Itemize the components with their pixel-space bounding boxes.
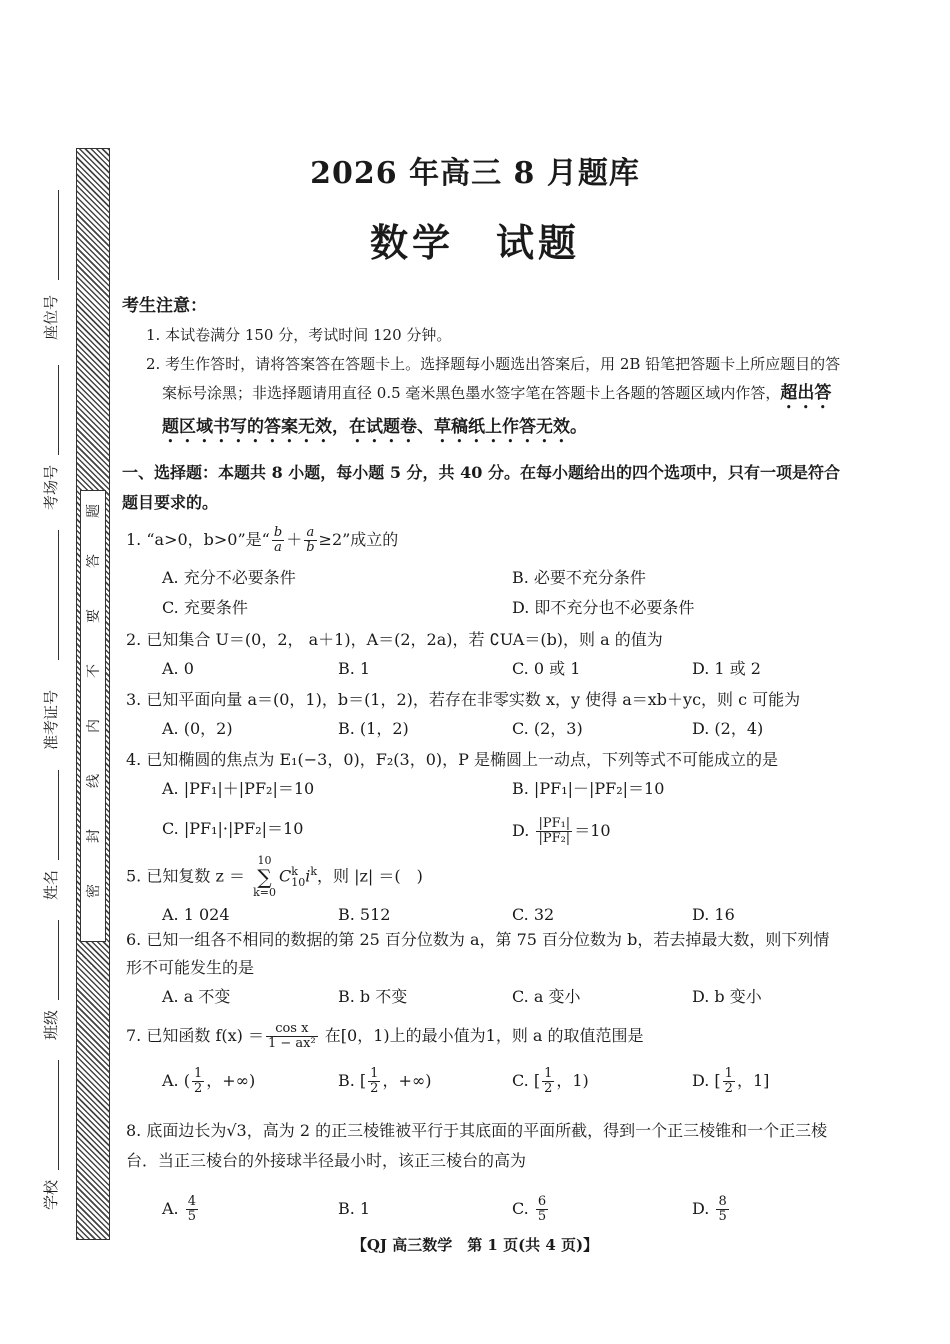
fraction-denominator: |PF₂| [538, 831, 571, 846]
option-c-suffix: ，1) [556, 1071, 589, 1090]
fraction-numerator: 1 [724, 1066, 733, 1081]
exam-room-label: 考场号 [42, 464, 60, 510]
seal-char: 题 [86, 504, 102, 518]
option-c: C. |PF₁|·|PF₂|＝10 [162, 819, 304, 838]
question-stem-end: ≥2”成立的 [318, 530, 399, 549]
seal-char: 不 [86, 664, 102, 678]
option-d [512, 814, 611, 848]
question-stem: 6. 已知一组各不相同的数据的第 25 百分位数为 a，第 75 百分位数为 b，若去掉最大数，则下列情形不可能发生的是 [126, 930, 830, 977]
class-label: 班级 [42, 1009, 60, 1040]
option-a: A. (0，2) [162, 719, 233, 738]
question-5 [126, 848, 838, 930]
question-stem-start: 1. “a>0，b>0”是“ [126, 530, 270, 549]
option-b: B. b 不变 [338, 987, 408, 1006]
option-b: B. 1 [338, 1199, 371, 1218]
admission-number-label: 准考证号 [42, 689, 60, 750]
option-a: A. $\frac{4}{5}$ [162, 1194, 197, 1224]
question-stem: 1. “a>0，b>0”是“ $\frac{b}{a}$ ＋ $\frac{a}{b}$ ≥2”成立的 [126, 525, 399, 555]
power: k [310, 865, 317, 878]
name-label: 姓名 [42, 869, 60, 900]
option-a-prefix: A. ( [162, 1071, 190, 1090]
question-6 [126, 926, 838, 1012]
fraction-numerator: 1 [193, 1066, 203, 1081]
fraction-denominator: 2 [724, 1081, 733, 1096]
fraction-denominator: 5 [187, 1209, 197, 1224]
school-label: 学校 [42, 1179, 60, 1210]
fraction-numerator: 1 [370, 1066, 379, 1081]
seal-char: 答 [86, 554, 102, 568]
option-b-prefix: B. [ [338, 1071, 367, 1090]
option-b: B. |PF₁|－|PF₂|＝10 [512, 779, 665, 798]
page-footer: 【QJ 高三数学 第 1 页(共 4 页)】 [351, 1236, 599, 1254]
fraction-numerator: 8 [718, 1194, 727, 1209]
binding-sidebar [0, 0, 70, 1344]
option-b: B. (1，2) [338, 719, 409, 738]
fraction-numerator: 6 [537, 1194, 547, 1209]
candidate-notice [122, 292, 842, 447]
option-b: B. 必要不充分条件 [512, 568, 646, 587]
option-b: B. 1 [338, 659, 371, 678]
option-a: A. a 不变 [162, 987, 231, 1006]
option-d: D. $\frac{8}{5}$ [692, 1194, 727, 1224]
fraction-numerator: 1 [544, 1066, 553, 1081]
fraction [368, 1067, 380, 1096]
seat-number-label: 座位号 [42, 294, 60, 340]
imaginary-unit: i [305, 866, 311, 886]
option-d: D. (2，4) [692, 719, 764, 738]
fraction-numerator: cos x [266, 1022, 318, 1037]
option-a: A. |PF₁|＋|PF₂|＝10 [162, 779, 315, 798]
question-8 [126, 1116, 838, 1228]
question-stem-start: 5. 已知复数 z ＝ [126, 866, 245, 886]
question-7 [126, 1016, 838, 1100]
question-stem: 8. 底面边长为√3，高为 2 的正三棱锥被平行于其底面的平面所截，得到一个正三棱锥和一个正三棱台．当正三棱台的外接球半径最小时，该正三棱台的高为 [126, 1121, 828, 1170]
fraction-denominator: 5 [718, 1209, 727, 1224]
notice-emphasis: 超出答题区域书写的答案无效，在试题卷、草稿纸上作答无效。 [162, 383, 832, 437]
option-b: B. 512 [338, 905, 391, 925]
option-d: D. 即不充分也不必要条件 [512, 598, 695, 617]
binomial-indices [291, 866, 305, 888]
option-d: D. 16 [692, 905, 735, 925]
binomial-c: C [278, 866, 292, 886]
option-c [512, 1062, 589, 1100]
fraction: $\frac{b}{a}$ [273, 525, 283, 555]
fraction [186, 1195, 198, 1224]
notice-item-2 [122, 350, 842, 447]
seal-line-box [80, 490, 106, 942]
question-stem-start: 7. 已知函数 f(x) ＝ [126, 1026, 264, 1045]
notice-item-2-text: 2. 考生作答时，请将答案答在答题卡上。选择题每小题选出答案后，用 2B 铅笔把答题卡上所应题目的答案标号涂黑；非选择题请用直径 0.5 毫米黑色墨水签字笔在答题卡上各题的答题区域内作答， [146, 355, 841, 402]
fraction-denominator: 2 [193, 1081, 203, 1096]
question-4 [126, 746, 838, 848]
name-line [58, 770, 59, 860]
fraction [536, 1195, 548, 1224]
room-line [58, 365, 59, 455]
seal-char: 要 [86, 609, 102, 623]
option-a: A. 充分不必要条件 [162, 568, 296, 587]
binomial-sup: k [291, 864, 298, 878]
question-stem: 2. 已知集合 U＝(0，2， a＋1)，A＝(2，2a)，若 ∁UA＝(b)，则 a 的值为 [126, 630, 663, 649]
option-a [162, 1062, 255, 1100]
option-d: D. 1 或 2 [692, 659, 761, 678]
question-stem: 4. 已知椭圆的焦点为 E₁(−3，0)，F₂(3，0)，P 是椭圆上一动点，下列等式不可能成立的是 [126, 750, 778, 769]
seal-char: 线 [86, 774, 102, 788]
seal-char: 封 [86, 829, 102, 843]
fraction-denominator: 2 [370, 1081, 379, 1096]
fraction-denominator: 5 [537, 1209, 547, 1224]
fraction [266, 1022, 318, 1051]
seal-char: 密 [86, 884, 102, 898]
option-a: A. 0 [162, 659, 194, 678]
option-d: D. b 变小 [692, 987, 762, 1006]
fraction [542, 1067, 554, 1096]
option-c: C. 充要条件 [162, 598, 248, 617]
fraction-numerator: |PF₁| [538, 816, 571, 831]
question-3 [126, 686, 838, 744]
school-line [58, 1060, 59, 1170]
exam-subtitle: 数学 试题 [369, 220, 580, 265]
option-c: C. 32 [512, 905, 555, 925]
option-c-prefix: C. [ [512, 1071, 541, 1090]
option-b-suffix: ，+∞) [382, 1071, 432, 1090]
question-stem: 3. 已知平面向量 a＝(0，1)，b＝(1，2)，若存在非零实数 x，y 使得 a＝xb＋yc，则 c 可能为 [126, 690, 801, 709]
sum-lower: k=0 [253, 885, 276, 899]
fraction: $\frac{a}{b}$ [306, 525, 315, 555]
question-2 [126, 626, 838, 684]
class-line [58, 920, 59, 1000]
sum-upper: 10 [257, 853, 272, 867]
section-heading: 一、选择题：本题共 8 小题，每小题 5 分，共 40 分。在每小题给出的四个选项中，只有一项是符合题目要求的。 [122, 463, 840, 512]
question-stem [126, 1016, 838, 1056]
fraction-numerator: 4 [187, 1194, 197, 1209]
option-a-suffix: ，+∞) [206, 1071, 256, 1090]
fraction [723, 1067, 735, 1096]
option-c: C. (2，3) [512, 719, 583, 738]
question-stem-end: ，则 |z| ＝( ) [317, 866, 423, 886]
seal-char: 内 [86, 719, 102, 733]
option-d-prefix: D. [512, 821, 535, 840]
question-stem-end: 在[0，1)上的最小值为1，则 a 的取值范围是 [319, 1026, 644, 1045]
fraction [536, 817, 572, 846]
fraction-denominator: 2 [544, 1081, 553, 1096]
admission-line [58, 530, 59, 660]
question-1 [126, 526, 838, 623]
question-stem [126, 848, 838, 900]
exam-title: 2026 年高三 8 月题库 [310, 156, 640, 191]
option-d [692, 1062, 769, 1100]
option-c: C. a 变小 [512, 987, 581, 1006]
option-d-suffix: ＝10 [574, 821, 611, 840]
option-d-prefix: D. [ [692, 1071, 721, 1090]
fraction [192, 1067, 204, 1096]
summation: 10 ∑ k=0 [253, 853, 276, 899]
option-b [338, 1062, 431, 1100]
binomial-sub: 10 [291, 875, 306, 889]
fraction [716, 1195, 728, 1224]
notice-title: 考生注意： [122, 296, 207, 316]
option-c: C. $\frac{6}{5}$ [512, 1194, 547, 1224]
notice-item-1: 1. 本试卷满分 150 分，考试时间 120 分钟。 [146, 326, 452, 344]
option-c: C. 0 或 1 [512, 659, 581, 678]
option-d-suffix: ，1] [736, 1071, 770, 1090]
fraction-denominator: 1 − ax² [267, 1036, 316, 1051]
option-a: A. 1 024 [162, 905, 230, 925]
